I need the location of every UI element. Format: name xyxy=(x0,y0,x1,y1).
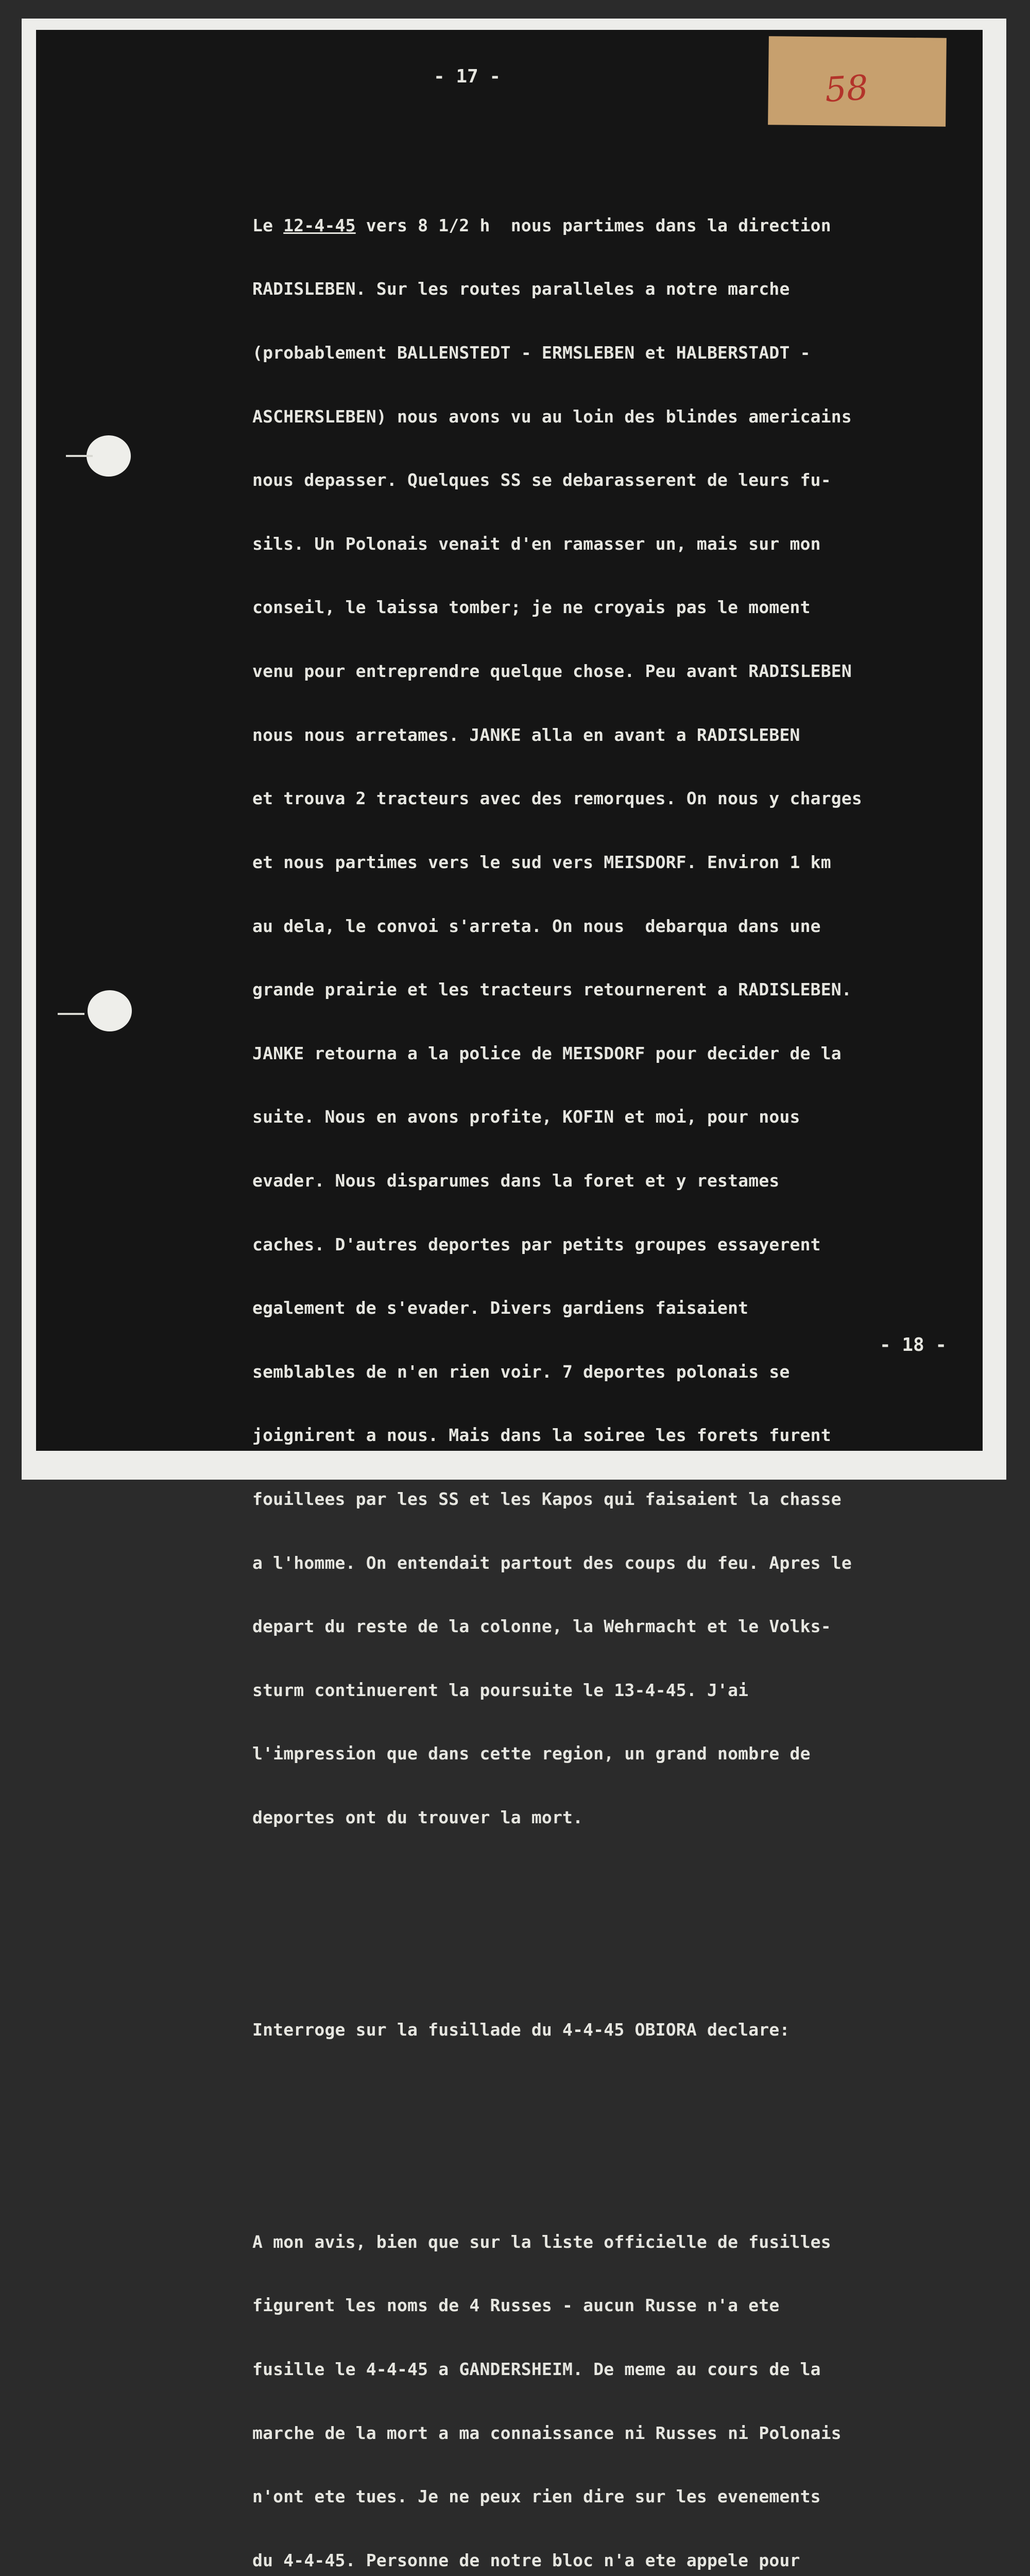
text-line: depart du reste de la colonne, la Wehrmacht et le Volks- xyxy=(252,1616,831,1637)
text-line: marche de la mort a ma connaissance ni Russes ni Polonais xyxy=(252,2422,842,2443)
paragraph xyxy=(252,1976,968,2082)
text-line: nous nous arretames. JANKE alla en avant a RADISLEBEN xyxy=(252,724,800,745)
text-line: fouillees par les SS et les Kapos qui faisaient la chasse xyxy=(252,1489,842,1509)
text-line: au dela, le convoi s'arreta. On nous debarqua dans une xyxy=(252,916,821,936)
text-line: figurent les noms de 4 Russes - aucun Russe n'a ete xyxy=(252,2295,780,2316)
text-line: egalement de s'evader. Divers gardiens faisaient xyxy=(252,1298,749,1318)
archive-number: 58 xyxy=(823,67,870,110)
text-line: suite. Nous en avons profite, KOFIN et moi, pour nous xyxy=(252,1107,800,1127)
text-line: sils. Un Polonais venait d'en ramasser un, mais sur mon xyxy=(252,533,821,554)
text-line: fusille le 4-4-45 a GANDERSHEIM. De meme au cours de la xyxy=(252,2359,821,2379)
punch-hole-mark xyxy=(58,1013,84,1015)
text-line xyxy=(252,215,968,236)
text-line: n'ont ete tues. Je ne peux rien dire sur les evenements xyxy=(252,2486,821,2507)
text-line: semblables de n'en rien voir. 7 deportes polonais se xyxy=(252,1361,790,1382)
text-line: grande prairie et les tracteurs retournerent a RADISLEBEN. xyxy=(252,979,852,1000)
page-number-top: - 17 - xyxy=(434,66,501,87)
paragraph xyxy=(252,172,968,1870)
line-rest: vers 8 1/2 h nous partimes dans la direction xyxy=(366,215,831,235)
text-line: sturm continuerent la poursuite le 13-4-45. J'ai xyxy=(252,1680,749,1700)
page-number-bottom: - 18 - xyxy=(880,1334,947,1355)
line-prefix: Le xyxy=(252,215,284,235)
text-line: venu pour entreprendre quelque chose. Peu avant RADISLEBEN xyxy=(252,661,852,682)
paragraph xyxy=(252,2189,968,2576)
text-line: joignirent a nous. Mais dans la soiree les forets furent xyxy=(252,1425,831,1446)
text-line: conseil, le laissa tomber; je ne croyais pas le moment xyxy=(252,597,811,618)
text-line: caches. D'autres deportes par petits groupes essayerent xyxy=(252,1234,821,1255)
text-line: et nous partimes vers le sud vers MEISDORF. Environ 1 km xyxy=(252,852,831,872)
text-line: (probablement BALLENSTEDT - ERMSLEBEN et HALBERSTADT - xyxy=(252,343,811,363)
typed-text xyxy=(252,130,968,2576)
text-line: RADISLEBEN. Sur les routes paralleles a notre marche xyxy=(252,279,790,299)
text-line: et trouva 2 tracteurs avec des remorques. On nous y charges xyxy=(252,788,862,809)
text-line: A mon avis, bien que sur la liste officielle de fusilles xyxy=(252,2231,831,2252)
text-line: evader. Nous disparumes dans la foret et y restames xyxy=(252,1170,780,1191)
punch-hole xyxy=(88,990,132,1031)
text-line: JANKE retourna a la police de MEISDORF pour decider de la xyxy=(252,1043,842,1063)
text-line: ASCHERSLEBEN) nous avons vu au loin des blindes americains xyxy=(252,406,852,427)
punch-hole-mark xyxy=(66,455,93,457)
text-line: nous depasser. Quelques SS se debarasserent de leurs fu- xyxy=(252,470,831,490)
text-line: l'impression que dans cette region, un grand nombre de xyxy=(252,1743,811,1764)
archive-label xyxy=(768,36,947,127)
text-line: du 4-4-45. Personne de notre bloc n'a ete appele pour xyxy=(252,2550,800,2570)
text-line: deportes ont du trouver la mort. xyxy=(252,1807,583,1828)
text-line: Interroge sur la fusillade du 4-4-45 OBIORA declare: xyxy=(252,2019,790,2040)
text-line: a l'homme. On entendait partout des coups du feu. Apres le xyxy=(252,1552,852,1573)
punch-hole xyxy=(87,435,131,477)
date-underlined: 12-4-45 xyxy=(283,215,356,235)
